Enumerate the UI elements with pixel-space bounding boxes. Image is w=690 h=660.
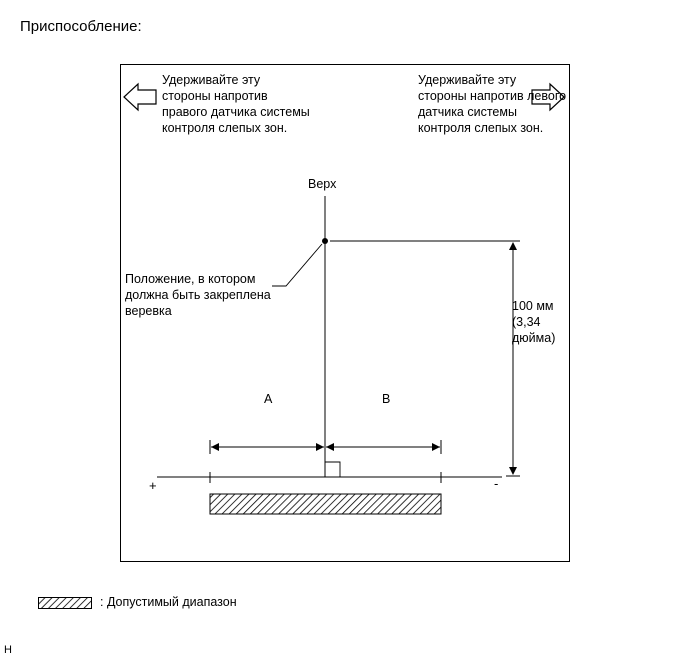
corner-mark: H bbox=[4, 644, 12, 656]
dimension-a-arrow-left bbox=[211, 443, 219, 451]
dimension-b-arrow-left bbox=[326, 443, 334, 451]
label-top: Верх bbox=[308, 177, 337, 191]
right-angle-marker bbox=[325, 462, 340, 477]
note-left: Удерживайте эту стороны напротив правого датчика системы контроля слепых зон. bbox=[162, 73, 310, 135]
label-a: A bbox=[264, 392, 273, 406]
dimension-arrow-up bbox=[509, 242, 517, 250]
label-minus: - bbox=[494, 476, 499, 491]
dimension-b-arrow-right bbox=[432, 443, 440, 451]
legend-label: : Допустимый диапазон bbox=[100, 595, 237, 609]
note-right: Удерживайте эту стороны напротив левого датчика системы контроля слепых зон. bbox=[418, 73, 567, 135]
attachment-point bbox=[322, 238, 328, 244]
label-distance: 100 мм (3,34 дюйма) bbox=[512, 299, 556, 345]
label-plus: + bbox=[149, 478, 157, 493]
page-title: Приспособление: bbox=[20, 18, 142, 35]
label-rope-position: Положение, в котором должна быть закреплена веревка bbox=[125, 272, 271, 318]
dimension-arrow-down bbox=[509, 467, 517, 475]
left-arrow-icon bbox=[124, 84, 156, 110]
legend-hatch-swatch bbox=[38, 597, 92, 609]
label-b: B bbox=[382, 392, 391, 406]
dimension-a-arrow-right bbox=[316, 443, 324, 451]
allowed-range-bar bbox=[210, 494, 441, 514]
